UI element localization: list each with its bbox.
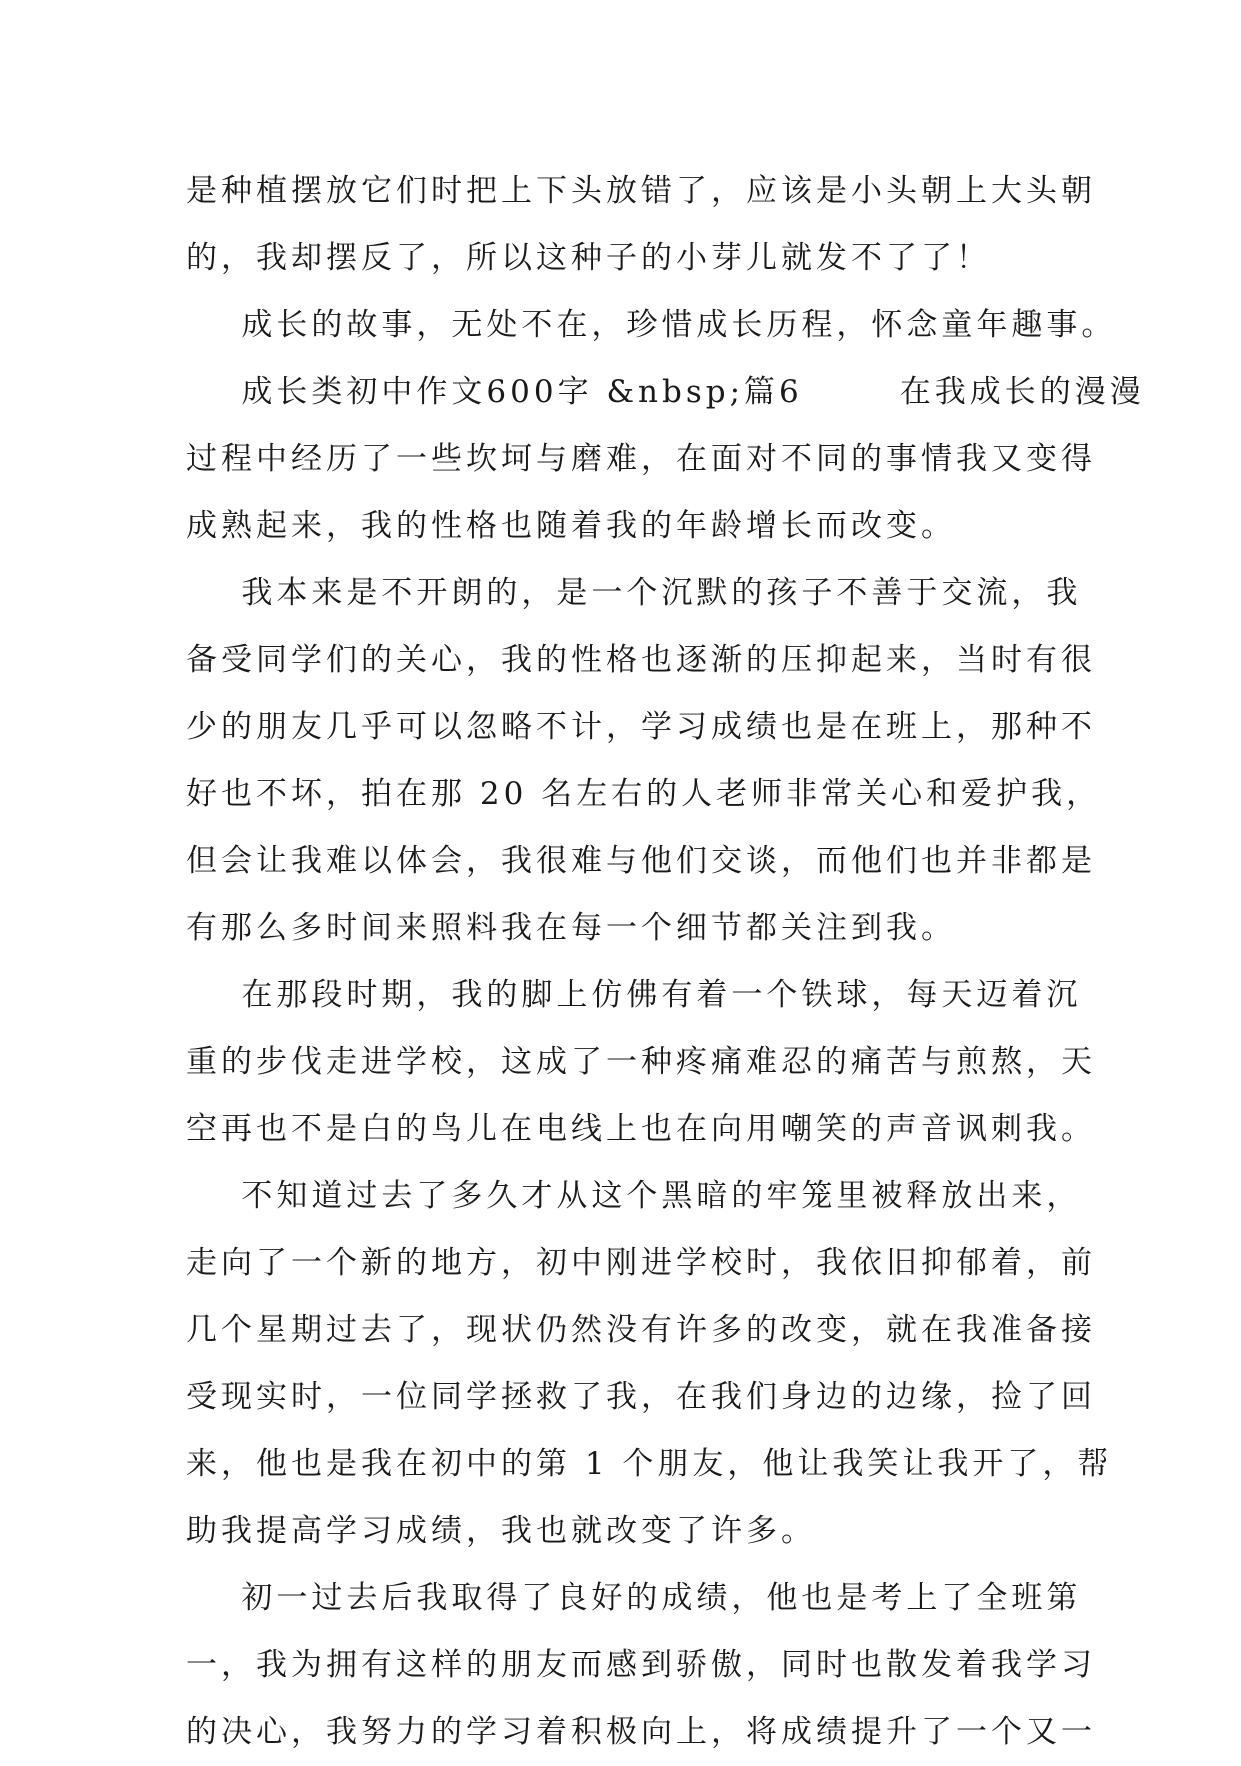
text-line: 几个星期过去了，现状仍然没有许多的改变，就在我准备接 (186, 1312, 1096, 1348)
text-line: 成长类初中作文600字 &nbsp;篇6 在我成长的漫漫 (186, 374, 1145, 410)
text-line: 重的步伐走进学校，这成了一种疼痛难忍的痛苦与煎熬，天 (186, 1044, 1096, 1080)
text-line: 走向了一个新的地方，初中刚进学校时，我依旧抑郁着，前 (186, 1245, 1096, 1281)
text-line: 初一过去后我取得了良好的成绩，他也是考上了全班第 (186, 1580, 1082, 1616)
text-line: 助我提高学习成绩，我也就改变了许多。 (186, 1513, 816, 1549)
text-line: 好也不坏，拍在那 20 名左右的人老师非常关心和爱护我， (186, 776, 1102, 812)
text-line: 备受同学们的关心，我的性格也逐渐的压抑起来，当时有很 (186, 642, 1096, 678)
text-line: 我本来是不开朗的，是一个沉默的孩子不善于交流，我 (186, 575, 1082, 611)
text-line: 空再也不是白的鸟儿在电线上也在向用嘲笑的声音讽刺我。 (186, 1111, 1096, 1147)
text-line: 是种植摆放它们时把上下头放错了，应该是小头朝上大头朝 (186, 173, 1096, 209)
text-line: 在那段时期，我的脚上仿佛有着一个铁球，每天迈着沉 (186, 977, 1082, 1013)
text-line: 但会让我难以体会，我很难与他们交谈，而他们也并非都是 (186, 843, 1096, 879)
text-line: 不知道过去了多久才从这个黑暗的牢笼里被释放出来， (186, 1178, 1082, 1214)
body-text (186, 158, 1145, 1766)
text-line: 来，他也是我在初中的第 1 个朋友，他让我笑让我开了，帮 (186, 1446, 1113, 1482)
text-line: 过程中经历了一些坎坷与磨难，在面对不同的事情我又变得 (186, 441, 1096, 477)
text-line: 成熟起来，我的性格也随着我的年龄增长而改变。 (186, 508, 956, 544)
text-line: 成长的故事，无处不在，珍惜成长历程，怀念童年趣事。 (186, 307, 1117, 343)
text-line: 的，我却摆反了，所以这种子的小芽儿就发不了了！ (186, 240, 991, 276)
text-line: 一，我为拥有这样的朋友而感到骄傲，同时也散发着我学习 (186, 1647, 1096, 1683)
text-line: 有那么多时间来照料我在每一个细节都关注到我。 (186, 910, 956, 946)
text-line: 少的朋友几乎可以忽略不计，学习成绩也是在班上，那种不 (186, 709, 1096, 745)
text-line: 受现实时，一位同学拯救了我，在我们身边的边缘，捡了回 (186, 1379, 1096, 1415)
text-line: 的决心，我努力的学习着积极向上，将成绩提升了一个又一 (186, 1714, 1096, 1750)
